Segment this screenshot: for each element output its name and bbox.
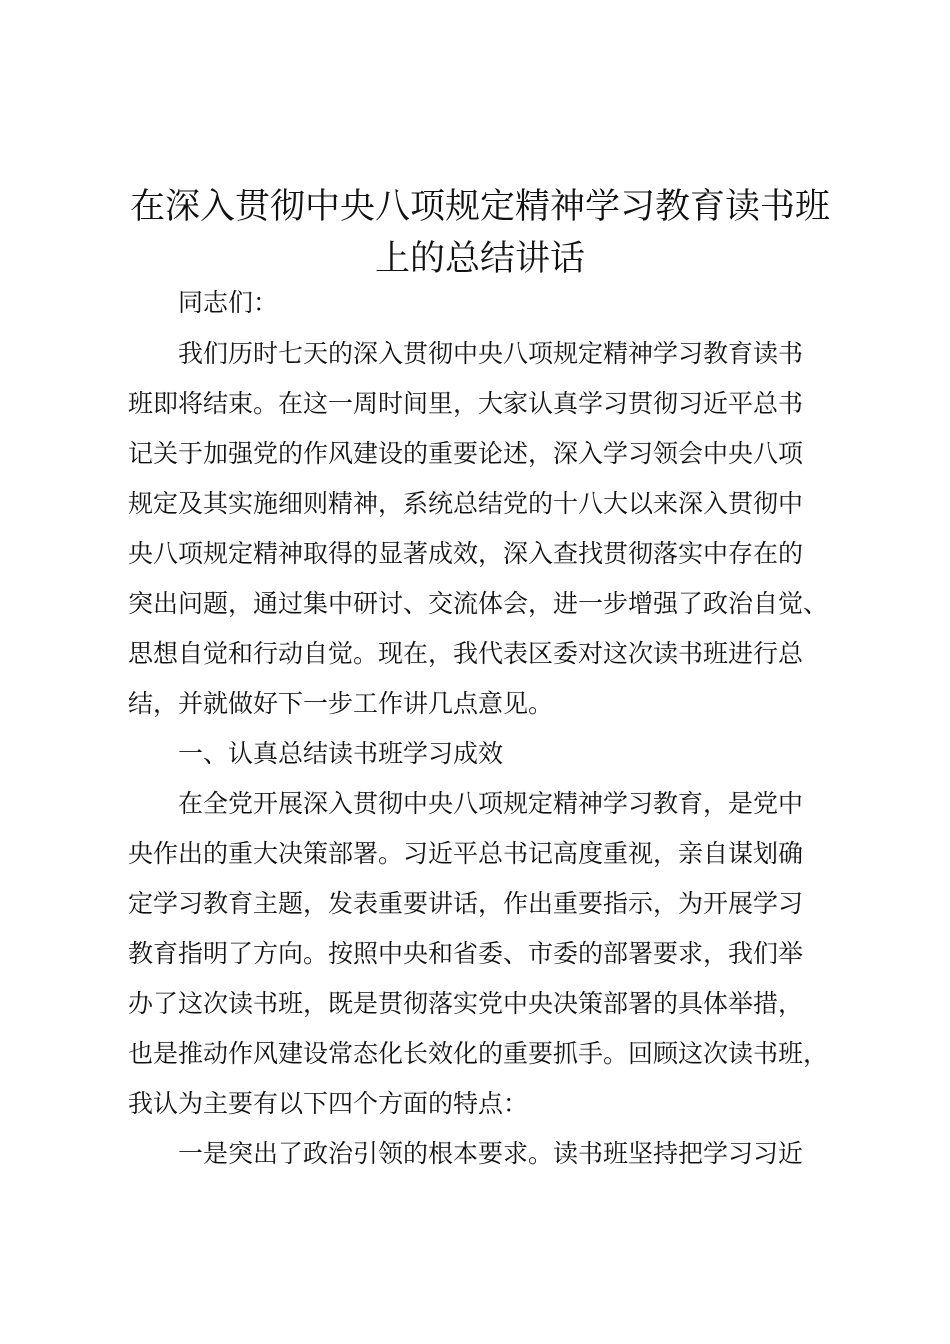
body-line: 突出问题，通过集中研讨、交流体会，进一步增强了政治自觉、 [128,589,829,618]
document-title-line-1: 在深入贯彻中央八项规定精神学习教育读书班 [129,187,830,227]
body-line: 也是推动作风建设常态化长效化的重要抓手。回顾这次读书班， [128,1039,829,1068]
body-line: 思想自觉和行动自觉。现在，我代表区委对这次读书班进行总 [128,639,804,668]
body-line: 我们历时七天的深入贯彻中央八项规定精神学习教育读书 [178,339,804,368]
body-line: 记关于加强党的作风建设的重要论述，深入学习领会中央八项 [128,439,804,468]
document-title-line-2: 上的总结讲话 [374,239,585,279]
body-line: 我认为主要有以下四个方面的特点： [128,1089,529,1118]
body-line: 班即将结束。在这一周时间里，大家认真学习贯彻习近平总书 [128,389,804,418]
body-line: 定学习教育主题，发表重要讲话，作出重要指示，为开展学习 [128,889,804,918]
body-line: 一是突出了政治引领的根本要求。读书班坚持把学习习近 [178,1139,804,1168]
body-line: 央作出的重大决策部署。习近平总书记高度重视，亲自谋划确 [128,839,804,868]
body-line: 办了这次读书班，既是贯彻落实党中央决策部署的具体举措， [128,989,804,1018]
section-heading: 一、认真总结读书班学习成效 [178,739,504,768]
body-line: 央八项规定精神取得的显著成效，深入查找贯彻落实中存在的 [128,539,804,568]
body-line: 在全党开展深入贯彻中央八项规定精神学习教育，是党中 [178,789,804,818]
body-line: 结，并就做好下一步工作讲几点意见。 [128,689,554,718]
salutation: 同志们： [178,288,279,317]
body-line: 规定及其实施细则精神，系统总结党的十八大以来深入贯彻中 [128,489,804,518]
body-line: 教育指明了方向。按照中央和省委、市委的部署要求，我们举 [128,939,804,968]
